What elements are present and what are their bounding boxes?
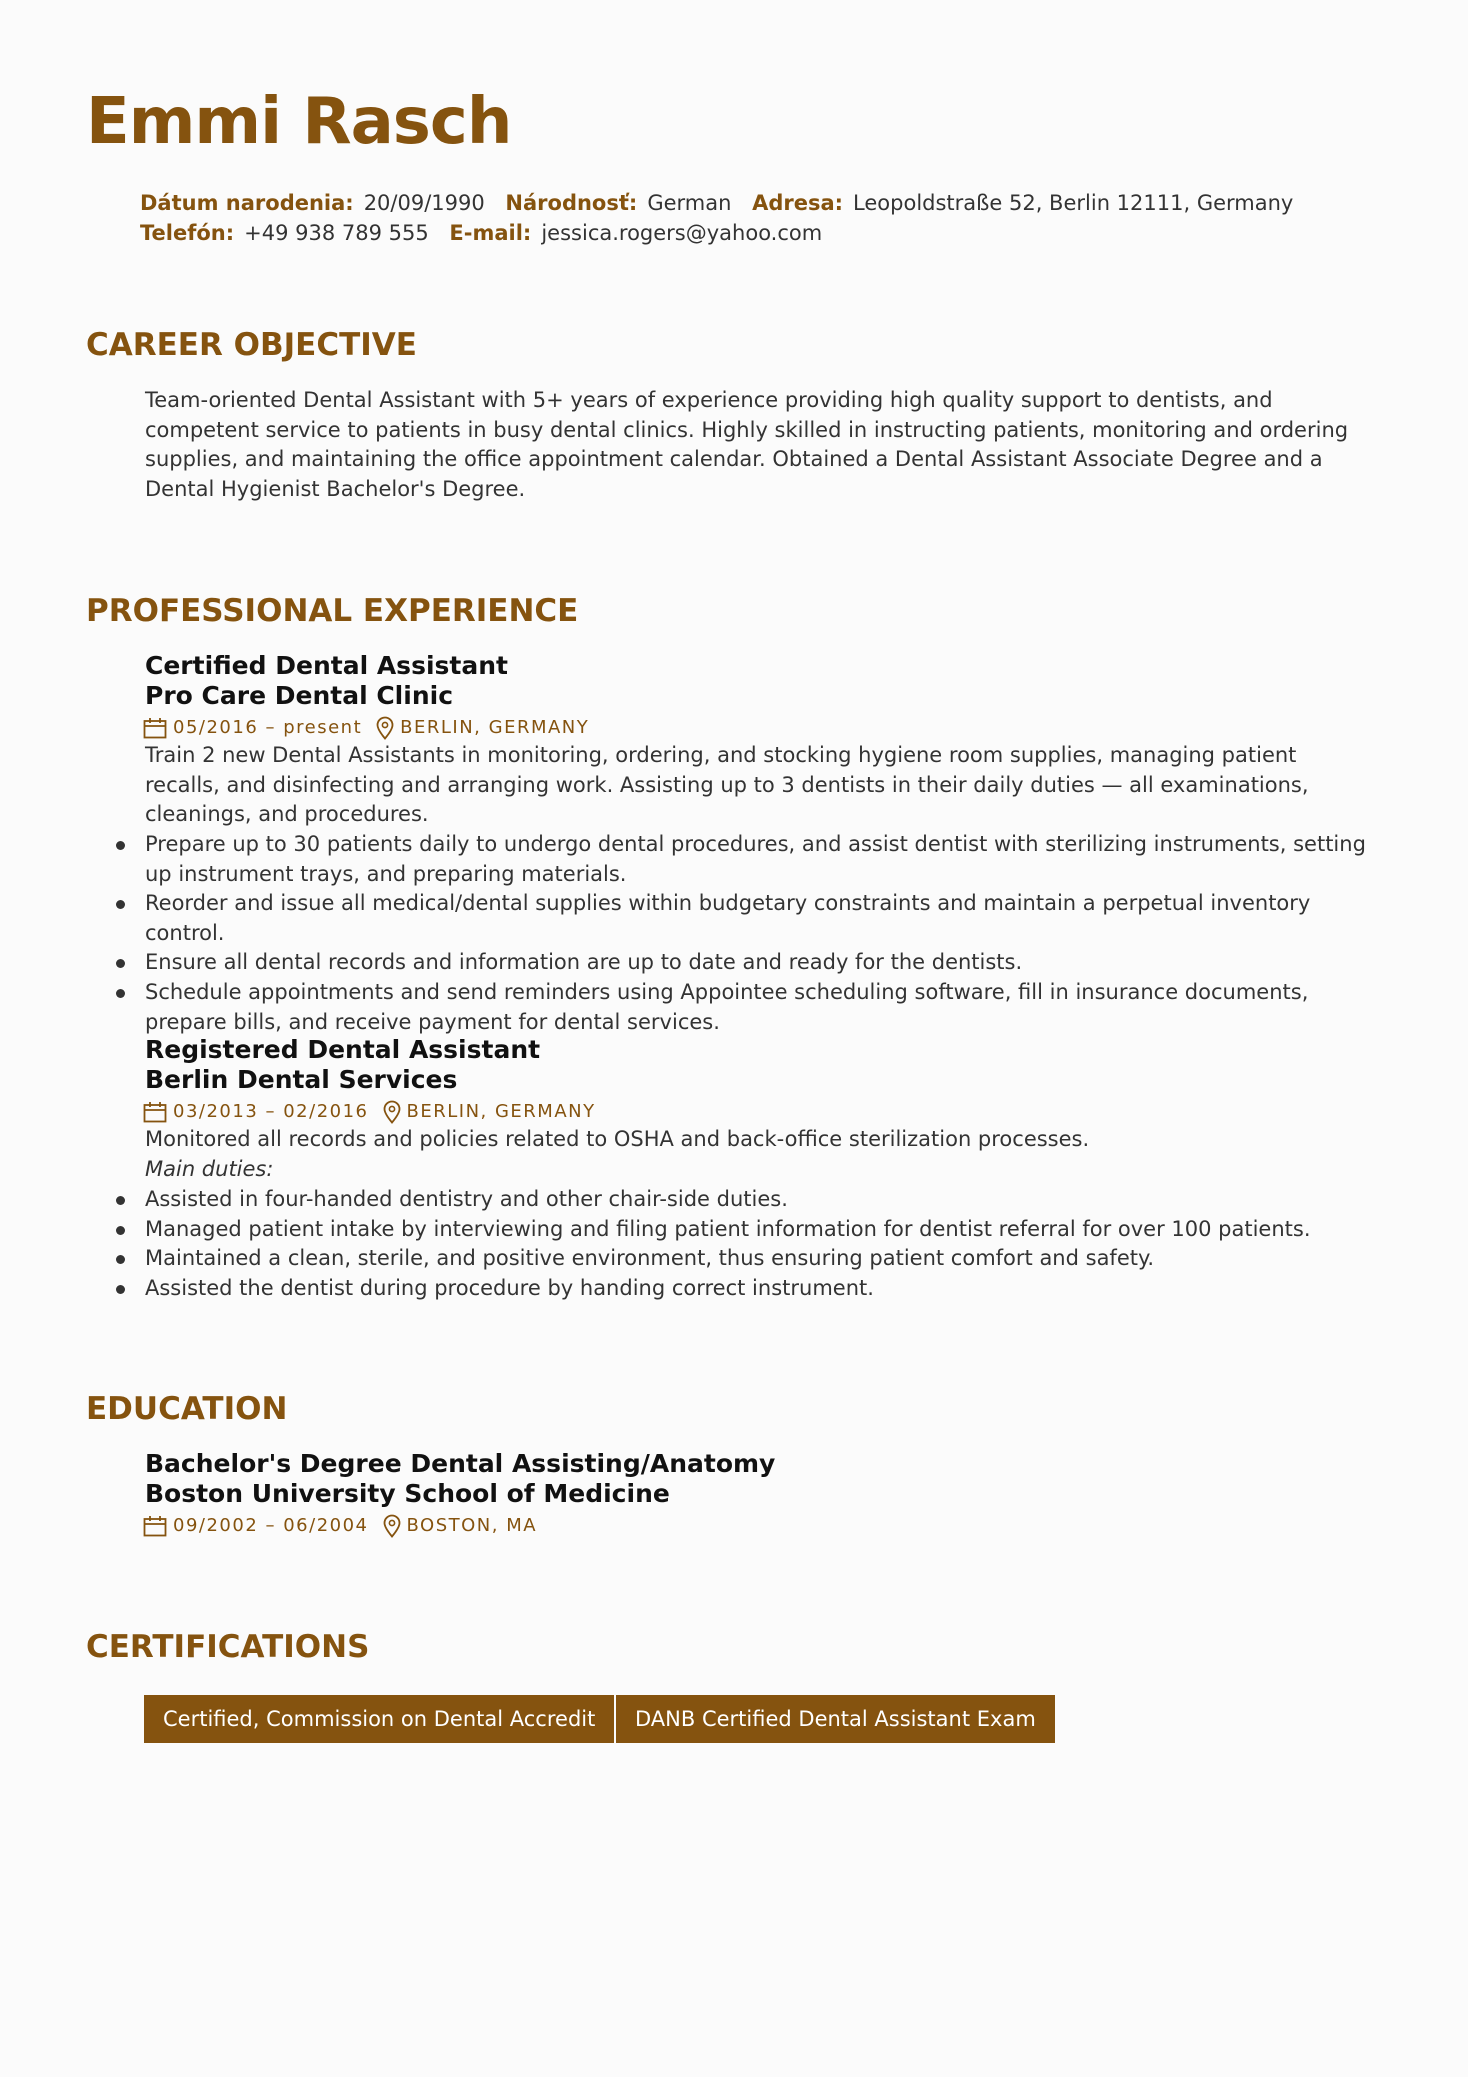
- job-2-meta: [143, 1100, 596, 1124]
- list-item: Ensure all dental records and information are up to date and ready for the dentists.: [145, 948, 1375, 978]
- list-item: Schedule appointments and send reminders using Appointee scheduling software, fill in insurance documents, prepare bills, and receive payment for dental services.: [145, 978, 1375, 1037]
- job-1-meta: [143, 716, 589, 740]
- email-value: jessica.rogers@yahoo.com: [541, 221, 823, 245]
- phone-label: Telefón:: [140, 221, 235, 245]
- nationality-value: German: [647, 191, 732, 215]
- certifications-heading: CERTIFICATIONS: [86, 1629, 370, 1665]
- email-label: E-mail:: [449, 221, 532, 245]
- job-2-title: Registered Dental Assistant: [145, 1035, 541, 1064]
- job-2-company: Berlin Dental Services: [145, 1065, 458, 1094]
- location-pin-icon: [376, 716, 394, 740]
- calendar-icon: [143, 717, 167, 739]
- dob-value: 20/09/1990: [363, 191, 485, 215]
- calendar-icon: [143, 1515, 167, 1537]
- education-meta: [143, 1514, 537, 1538]
- job-1-dates: 05/2016 – present: [173, 717, 363, 738]
- experience-heading: PROFESSIONAL EXPERIENCE: [86, 593, 579, 629]
- list-item: Reorder and issue all medical/dental supplies within budgetary constraints and maintain a perpetual inventory control.: [145, 889, 1375, 948]
- job-2-dates: 03/2013 – 02/2016: [173, 1101, 369, 1122]
- list-item: Maintained a clean, sterile, and positive environment, thus ensuring patient comfort and safety.: [145, 1244, 1375, 1274]
- location-pin-icon: [383, 1100, 401, 1124]
- list-item: Assisted in four-handed dentistry and other chair-side duties.: [145, 1185, 1375, 1215]
- phone-value: +49 938 789 555: [244, 221, 429, 245]
- address-label: Adresa:: [752, 191, 844, 215]
- list-item: Managed patient intake by interviewing and filing patient information for dentist referral for over 100 patients.: [145, 1215, 1375, 1245]
- nationality-label: Národnosť:: [505, 191, 638, 215]
- career-objective-text: Team-oriented Dental Assistant with 5+ years of experience providing high quality support to dentists, and competent service to patients in busy dental clinics. Highly skilled in instructing patients, monitoring and ordering supplies, and maintaining the office appointment calendar. Obtained a Dental Assistant Associate Degree and a Dental Hygienist Bachelor's Degree.: [145, 388, 1349, 501]
- education-dates: 09/2002 – 06/2004: [173, 1515, 369, 1536]
- address-value: Leopoldstraße 52, Berlin 12111, Germany: [853, 191, 1294, 215]
- education-school: Boston University School of Medicine: [145, 1479, 670, 1508]
- dob-label: Dátum narodenia:: [140, 191, 354, 215]
- job-2-summary: Monitored all records and policies related to OSHA and back-office sterilization processes.: [145, 1127, 1090, 1151]
- job-1-location: BERLIN, GERMANY: [400, 717, 590, 738]
- job-1-title: Certified Dental Assistant: [145, 651, 508, 680]
- career-objective-heading: CAREER OBJECTIVE: [86, 327, 417, 363]
- location-pin-icon: [383, 1514, 401, 1538]
- education-heading: EDUCATION: [86, 1391, 288, 1427]
- job-2-bullets: [145, 1185, 1375, 1303]
- education-degree: Bachelor's Degree Dental Assisting/Anatomy: [145, 1449, 776, 1478]
- education-location: BOSTON, MA: [406, 1515, 538, 1536]
- job-2-duties-label: Main duties:: [145, 1157, 274, 1181]
- list-item: Prepare up to 30 patients daily to undergo dental procedures, and assist dentist with sterilizing instruments, setting up instrument trays, and preparing materials.: [145, 830, 1375, 889]
- candidate-name: Emmi Rasch: [86, 85, 512, 159]
- job-2-location: BERLIN, GERMANY: [406, 1101, 596, 1122]
- job-1-summary: Train 2 new Dental Assistants in monitoring, ordering, and stocking hygiene room supplies, managing patient recalls, and disinfecting and arranging work. Assisting up to 3 dentists in their daily duties — all examinations, cleanings, and procedures.: [145, 743, 1309, 827]
- personal-info-row-1: [140, 188, 1307, 218]
- calendar-icon: [143, 1101, 167, 1123]
- certification-badge: DANB Certified Dental Assistant Exam: [616, 1695, 1055, 1743]
- list-item: Assisted the dentist during procedure by handing correct instrument.: [145, 1274, 1375, 1304]
- job-1-company: Pro Care Dental Clinic: [145, 681, 454, 710]
- job-1-bullets: [145, 830, 1375, 1037]
- certification-badge: Certified, Commission on Dental Accredit: [144, 1695, 614, 1743]
- personal-info-row-2: [140, 218, 836, 248]
